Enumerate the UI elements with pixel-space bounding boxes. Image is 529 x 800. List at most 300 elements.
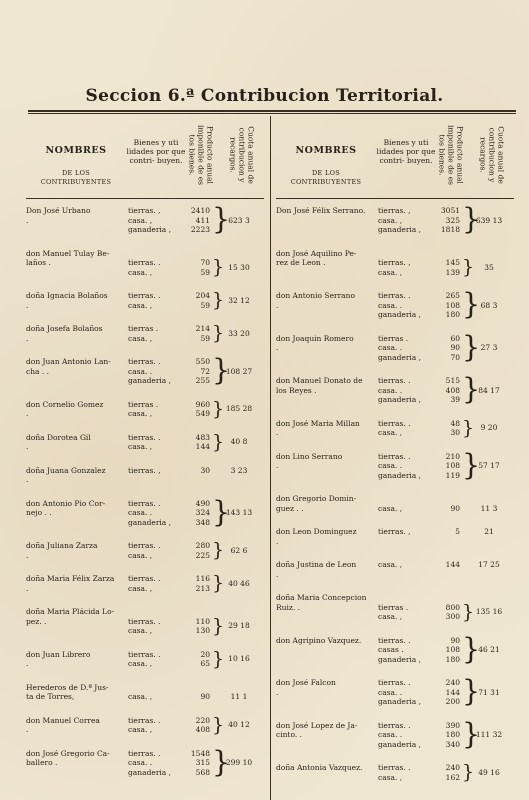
brace-symbol: } — [212, 614, 225, 637]
contributor-name — [26, 433, 130, 452]
cuota-value: 15 30 — [228, 262, 250, 272]
item-label: casa. , — [128, 442, 153, 451]
cuota-value: 185 28 — [225, 404, 253, 414]
item-label: tierras. . — [128, 258, 161, 267]
brace-symbol: } — [462, 448, 481, 482]
contributor-name-line: don Juan Librero — [26, 649, 91, 659]
header-cuota — [222, 120, 262, 190]
product-value: 70 — [200, 258, 210, 267]
product-value: 30 — [450, 428, 460, 437]
header-cuota-text: Cuota anual de contribucion y recargos. — [228, 126, 256, 184]
product-value: 59 — [200, 267, 210, 277]
items-list — [128, 574, 184, 593]
contributor-name-line: Don José Urbano — [26, 206, 91, 215]
product-value: 65 — [200, 659, 210, 668]
items-list — [378, 291, 434, 320]
item-label: tierras. , — [128, 206, 161, 215]
cuota-value: 623 3 — [228, 215, 250, 225]
contributor-name-line: don Juan Antonio Lan- — [26, 357, 111, 366]
product-values — [182, 692, 210, 702]
cuota-value: 40 12 — [228, 720, 250, 730]
product-value: 1548 — [190, 748, 210, 758]
item-label: casa. . — [378, 343, 403, 352]
item-label: tierras. . — [378, 291, 411, 300]
contributor-name-line: . — [26, 475, 29, 484]
item-label: casa. , — [378, 428, 403, 437]
contributor-name-line: . — [26, 333, 29, 343]
brace-symbol: } — [212, 430, 225, 453]
brace-symbol: } — [212, 572, 225, 594]
cuota-value: 10 16 — [228, 654, 250, 664]
items-list — [378, 206, 434, 235]
product-values — [182, 574, 210, 593]
cuota-value: 68 3 — [480, 300, 498, 310]
product-value: 280 — [195, 541, 210, 550]
cuota-value: 21 — [484, 527, 494, 536]
cuota-value: 135 16 — [475, 607, 503, 617]
item-label: ganaderia , — [128, 767, 172, 777]
contributor-name — [26, 466, 130, 485]
contributor-name-line: doña Maria Concepcion — [276, 593, 367, 602]
product-value: 204 — [195, 291, 210, 300]
items-list — [128, 206, 184, 235]
header-names — [276, 146, 376, 187]
cuota-value: 40 8 — [230, 437, 248, 447]
product-values — [432, 452, 460, 481]
contributor-name-line: doña Maria Plácida Lo- — [26, 607, 115, 616]
product-value: 800 — [445, 602, 460, 612]
contributor-name — [26, 357, 130, 376]
items-list — [128, 692, 184, 702]
header-nombres: NOMBRES — [295, 145, 357, 156]
brace-symbol: } — [462, 330, 481, 364]
item-label: tierras. . — [128, 541, 161, 550]
cuota-value: 57 17 — [478, 461, 500, 470]
header-rule — [26, 198, 264, 199]
product-value: 108 — [445, 300, 460, 310]
product-value: 300 — [445, 612, 460, 621]
product-value: 315 — [195, 758, 210, 767]
item-label: casa. , — [378, 267, 403, 277]
contributor-name-line: don Antonio Serrano — [276, 291, 355, 300]
item-label: tierras. . — [128, 616, 161, 626]
contributor-name-line: don Manuel Correa — [26, 715, 100, 725]
item-label: tierras. . — [128, 432, 161, 442]
contributor-name-line: . — [276, 300, 279, 310]
product-values — [182, 541, 210, 560]
product-value: 90 — [450, 635, 460, 645]
item-label: tierras. . — [128, 498, 161, 508]
items-list — [128, 499, 184, 528]
product-value: 240 — [445, 763, 460, 772]
item-label: casa. , — [378, 772, 403, 782]
items-list — [128, 433, 184, 452]
brace-symbol: } — [462, 675, 481, 708]
brace-symbol: } — [212, 354, 231, 387]
item-label: casa. , — [128, 550, 153, 560]
product-value: 108 — [445, 645, 460, 654]
item-label: tierras. , — [128, 465, 161, 475]
item-label: ganaderia , — [378, 395, 422, 404]
header-cuota — [472, 120, 512, 190]
brace-symbol: } — [212, 397, 225, 420]
product-value: 90 — [450, 503, 460, 513]
product-value: 220 — [195, 715, 210, 725]
cuota-value: 27 3 — [480, 343, 498, 352]
contributor-name-line: . — [276, 461, 279, 470]
product-value: 348 — [195, 517, 210, 527]
item-label: tierras. , — [378, 206, 411, 215]
cuota-value: 46 21 — [478, 645, 500, 654]
contributor-name-line: don Agripino Vazquez. — [276, 635, 362, 645]
contributor-name-line: Don José Félix Serrano. — [276, 206, 366, 215]
brace-symbol: } — [462, 600, 475, 623]
right-column — [276, 116, 514, 800]
contributor-name-line: Herederos de D.ª Jus- — [26, 682, 109, 692]
header-nombres: NOMBRES — [45, 145, 107, 156]
product-value: 144 — [195, 442, 210, 451]
contributor-name-line: . — [276, 536, 279, 546]
cuota-value: 9 20 — [480, 423, 498, 433]
items-list — [378, 504, 434, 514]
item-label: tierras . — [378, 333, 409, 343]
item-label: casas . — [378, 645, 404, 654]
product-value: 30 — [200, 465, 210, 475]
contributor-name-line: . — [26, 215, 29, 225]
contributor-name — [26, 400, 130, 419]
product-value: 90 — [200, 692, 210, 701]
product-value: 1818 — [440, 225, 460, 234]
product-value: 108 — [445, 461, 460, 470]
product-values — [432, 504, 460, 514]
product-value: 145 — [445, 258, 460, 267]
item-label: tierras. . — [378, 376, 411, 385]
contributor-name-line: . — [276, 428, 279, 437]
product-values — [432, 376, 460, 405]
contributor-name-line: . — [26, 300, 29, 310]
item-label: casa. , — [128, 626, 153, 635]
contributor-name — [26, 541, 130, 560]
contributor-name-line: . — [276, 343, 279, 352]
product-value: 39 — [450, 395, 460, 404]
product-values — [432, 763, 460, 782]
title-rule — [28, 110, 516, 112]
contributor-name-line: doña Antonia Vazquez. — [276, 763, 363, 772]
item-label: casa. . — [128, 508, 153, 517]
brace-symbol: } — [212, 647, 225, 670]
product-values — [182, 357, 210, 386]
product-value: 70 — [450, 352, 460, 362]
items-list — [128, 650, 184, 669]
item-label: casa. , — [128, 692, 153, 701]
brace-symbol: } — [212, 203, 231, 236]
contributor-name — [26, 499, 130, 518]
contributor-name — [276, 593, 380, 612]
product-values — [432, 419, 460, 438]
item-label: casa. , — [378, 560, 403, 569]
product-value: 549 — [195, 409, 210, 418]
cuota-value: 40 46 — [228, 578, 250, 588]
brace-symbol: } — [212, 539, 225, 561]
header-producto — [184, 120, 218, 190]
contributor-name — [276, 494, 380, 513]
contributor-name — [26, 749, 130, 768]
cuota-value: 17 25 — [478, 560, 500, 569]
item-label: casa. . — [128, 366, 153, 376]
contributor-name-line: . — [276, 687, 279, 697]
contributor-name-line: cha . . — [26, 366, 50, 376]
items-list — [378, 334, 434, 363]
contributor-name-line: pez. . — [26, 616, 47, 626]
product-value: 110 — [195, 616, 210, 626]
product-value: 180 — [445, 310, 460, 319]
items-list — [378, 763, 434, 782]
contributor-name-line: laños . — [26, 258, 51, 267]
contributor-name-line: doña Maria Félix Zarza — [26, 574, 115, 583]
cuota-value: 49 16 — [478, 767, 500, 777]
contributor-name-line: rez de Leon . — [276, 258, 326, 267]
product-values — [432, 206, 460, 235]
item-label: ganaderia , — [128, 376, 172, 385]
cuota-value: 33 20 — [228, 328, 250, 338]
cuota-value: 32 12 — [228, 295, 250, 305]
product-values — [182, 617, 210, 636]
item-label: tierras. . — [378, 763, 411, 772]
item-label: casa. . — [378, 687, 403, 697]
product-value: 390 — [445, 720, 460, 730]
contributor-name-line: . — [26, 583, 29, 593]
contributor-name-line: don Antonio Pio Cor- — [26, 498, 106, 508]
items-list — [378, 678, 434, 707]
product-values — [182, 291, 210, 310]
contributor-name-line: ta de Torres, — [26, 692, 75, 701]
items-list — [128, 541, 184, 560]
contributor-name-line: . — [26, 659, 29, 668]
contributor-name — [26, 683, 130, 702]
brace-symbol: } — [212, 256, 225, 278]
product-value: 200 — [445, 697, 460, 706]
item-label: casa. , — [128, 725, 153, 734]
item-label: casa. . — [378, 461, 403, 470]
contributor-name-line: don José Maria Millan — [276, 418, 360, 428]
header-de-los-contribuyentes: DE LOS CONTRIBUYENTES — [40, 169, 112, 186]
header-rule — [276, 198, 514, 199]
items-list — [378, 527, 434, 537]
contributor-name — [276, 763, 380, 773]
header-bienes: Bienes y uti lidades por que contri- buyen. — [126, 138, 186, 165]
header-cuota-text: Cuota anual de contribucion y recargos. — [478, 126, 506, 184]
item-label: tierras. , — [378, 258, 411, 267]
contributor-name — [276, 721, 380, 740]
items-list — [378, 603, 434, 622]
product-value: 144 — [445, 687, 460, 697]
cuota-value: 35 — [484, 262, 494, 272]
item-label: casa. , — [378, 215, 403, 225]
product-values — [182, 499, 210, 528]
contributor-name-line: don Joaquin Romero — [276, 333, 354, 343]
product-values — [432, 527, 460, 537]
contributor-name-line: doña Dorotea Gil — [26, 432, 91, 442]
product-values — [182, 324, 210, 343]
item-label: casa. , — [128, 583, 153, 593]
contributor-name-line: don Leon Dominguez — [276, 527, 357, 536]
item-label: tierras. . — [128, 357, 161, 366]
contributor-name — [26, 716, 130, 735]
contributor-name — [26, 206, 130, 225]
section-title: Seccion 6.ª Contribucion Territorial. — [85, 86, 444, 106]
items-list — [378, 419, 434, 438]
product-value: 144 — [445, 560, 460, 569]
brace-symbol: } — [462, 416, 475, 439]
contributor-name — [26, 249, 130, 268]
item-label: casa. , — [128, 333, 153, 343]
contributor-name — [276, 636, 380, 646]
brace-symbol: } — [212, 322, 225, 344]
product-value: 59 — [200, 333, 210, 343]
item-label: ganaderia , — [128, 517, 172, 527]
item-label: tierras . — [128, 324, 159, 333]
product-values — [432, 291, 460, 320]
cuota-value: 29 18 — [228, 621, 250, 631]
product-value: 240 — [445, 678, 460, 687]
product-value: 2223 — [190, 225, 210, 234]
item-label: casa. , — [128, 300, 153, 310]
contributor-name-line: doña Josefa Bolaños — [26, 324, 103, 333]
product-values — [182, 650, 210, 669]
header-producto-text: Producto anual imponible de es tos bienes. — [187, 125, 215, 185]
item-label: casa. , — [378, 612, 403, 621]
product-value: 72 — [200, 366, 210, 376]
product-values — [182, 716, 210, 735]
product-value: 960 — [195, 399, 210, 409]
contributor-name-line: . — [26, 550, 29, 560]
brace-symbol: } — [212, 745, 231, 779]
product-value: 180 — [445, 654, 460, 664]
contributor-name-line: don José Lopez de Ja- — [276, 720, 358, 730]
cuota-value: 11 1 — [230, 692, 248, 701]
product-value: 210 — [445, 451, 460, 461]
product-value: 265 — [445, 291, 460, 300]
contributor-name — [26, 291, 130, 310]
product-values — [182, 433, 210, 452]
contributor-name-line: doña Ignacia Bolaños — [26, 291, 108, 300]
item-label: ganaderia , — [378, 697, 422, 706]
contributor-name-line: Ruiz. . — [276, 602, 300, 612]
product-values — [432, 636, 460, 665]
product-values — [182, 258, 210, 277]
header-producto-text: Producto anual imponible de es tos bienes. — [437, 125, 465, 185]
contributor-name — [276, 376, 380, 395]
brace-symbol: } — [462, 288, 481, 321]
contributor-name-line: don Gregorio Domin- — [276, 494, 357, 503]
product-value: 255 — [195, 376, 210, 385]
contributor-name — [276, 419, 380, 438]
brace-symbol: } — [212, 289, 225, 311]
items-list — [128, 716, 184, 735]
header-bienes: Bienes y uti lidades por que contri- buyen. — [376, 138, 436, 165]
contributor-name — [276, 452, 380, 471]
items-list — [128, 357, 184, 386]
item-label: casa. , — [378, 503, 403, 513]
items-list — [128, 400, 184, 419]
item-label: ganaderia , — [378, 470, 422, 480]
contributor-name — [26, 607, 130, 626]
items-list — [378, 258, 434, 277]
product-value: 490 — [195, 498, 210, 508]
items-list — [128, 466, 184, 476]
contributor-name-line: don Manuel Donato de — [276, 376, 363, 385]
item-label: tierras. . — [378, 635, 411, 645]
product-value: 568 — [195, 767, 210, 777]
items-list — [128, 291, 184, 310]
table-header — [276, 116, 514, 196]
product-values — [432, 560, 460, 570]
product-value: 162 — [445, 772, 460, 782]
product-value: 139 — [445, 267, 460, 277]
header-names — [26, 146, 126, 187]
cuota-value: 3 23 — [230, 465, 248, 475]
product-values — [432, 334, 460, 363]
brace-symbol: } — [462, 373, 481, 406]
cuota-value: 11 3 — [480, 503, 498, 513]
contributor-name-line: . — [26, 442, 29, 451]
cuota-value: 111 32 — [475, 730, 503, 739]
contributor-name-line: don José Aquilino Pe- — [276, 248, 357, 258]
product-value: 213 — [195, 583, 210, 593]
item-label: casa. . — [128, 758, 153, 767]
items-list — [128, 324, 184, 343]
contributor-name-line: guez . . — [276, 503, 304, 513]
product-value: 90 — [450, 343, 460, 352]
contributor-name-line: . — [276, 569, 279, 579]
product-value: 340 — [445, 739, 460, 749]
contributor-name — [276, 291, 380, 310]
item-label: tierras. . — [128, 715, 161, 725]
contributor-name-line: doña Juana Gonzalez — [26, 465, 106, 475]
product-value: 116 — [195, 574, 210, 583]
item-label: ganaderia , — [378, 225, 422, 234]
contributor-name-line: don José Gregorio Ca- — [26, 748, 110, 758]
contributor-name-line: don Manuel Tulay Be- — [26, 248, 110, 258]
cuota-value: 143 13 — [225, 508, 253, 517]
product-values — [432, 603, 460, 622]
contributor-name-line: don José Falcon — [276, 678, 336, 687]
product-value: 550 — [195, 357, 210, 366]
contributor-name-line: . — [26, 409, 29, 418]
contributor-name — [276, 678, 380, 697]
contributor-name — [276, 249, 380, 268]
product-value: 325 — [445, 215, 460, 225]
product-values — [182, 749, 210, 778]
brace-symbol: } — [462, 717, 481, 751]
item-label: tierras. . — [128, 748, 161, 758]
item-label: ganaderia , — [378, 310, 422, 319]
product-values — [182, 466, 210, 476]
item-label: tierras . — [128, 399, 159, 409]
column-divider — [270, 116, 271, 800]
item-label: casa. , — [128, 267, 153, 277]
contributor-name — [26, 650, 130, 669]
item-label: tierras. . — [128, 574, 161, 583]
brace-symbol: } — [212, 495, 231, 529]
item-label: ganaderia , — [378, 739, 422, 749]
table-header — [26, 116, 264, 196]
item-label: tierras. . — [378, 678, 411, 687]
product-value: 3051 — [440, 206, 460, 215]
product-values — [432, 721, 460, 750]
item-label: casa. , — [128, 409, 153, 418]
item-label: casa. . — [378, 385, 403, 395]
